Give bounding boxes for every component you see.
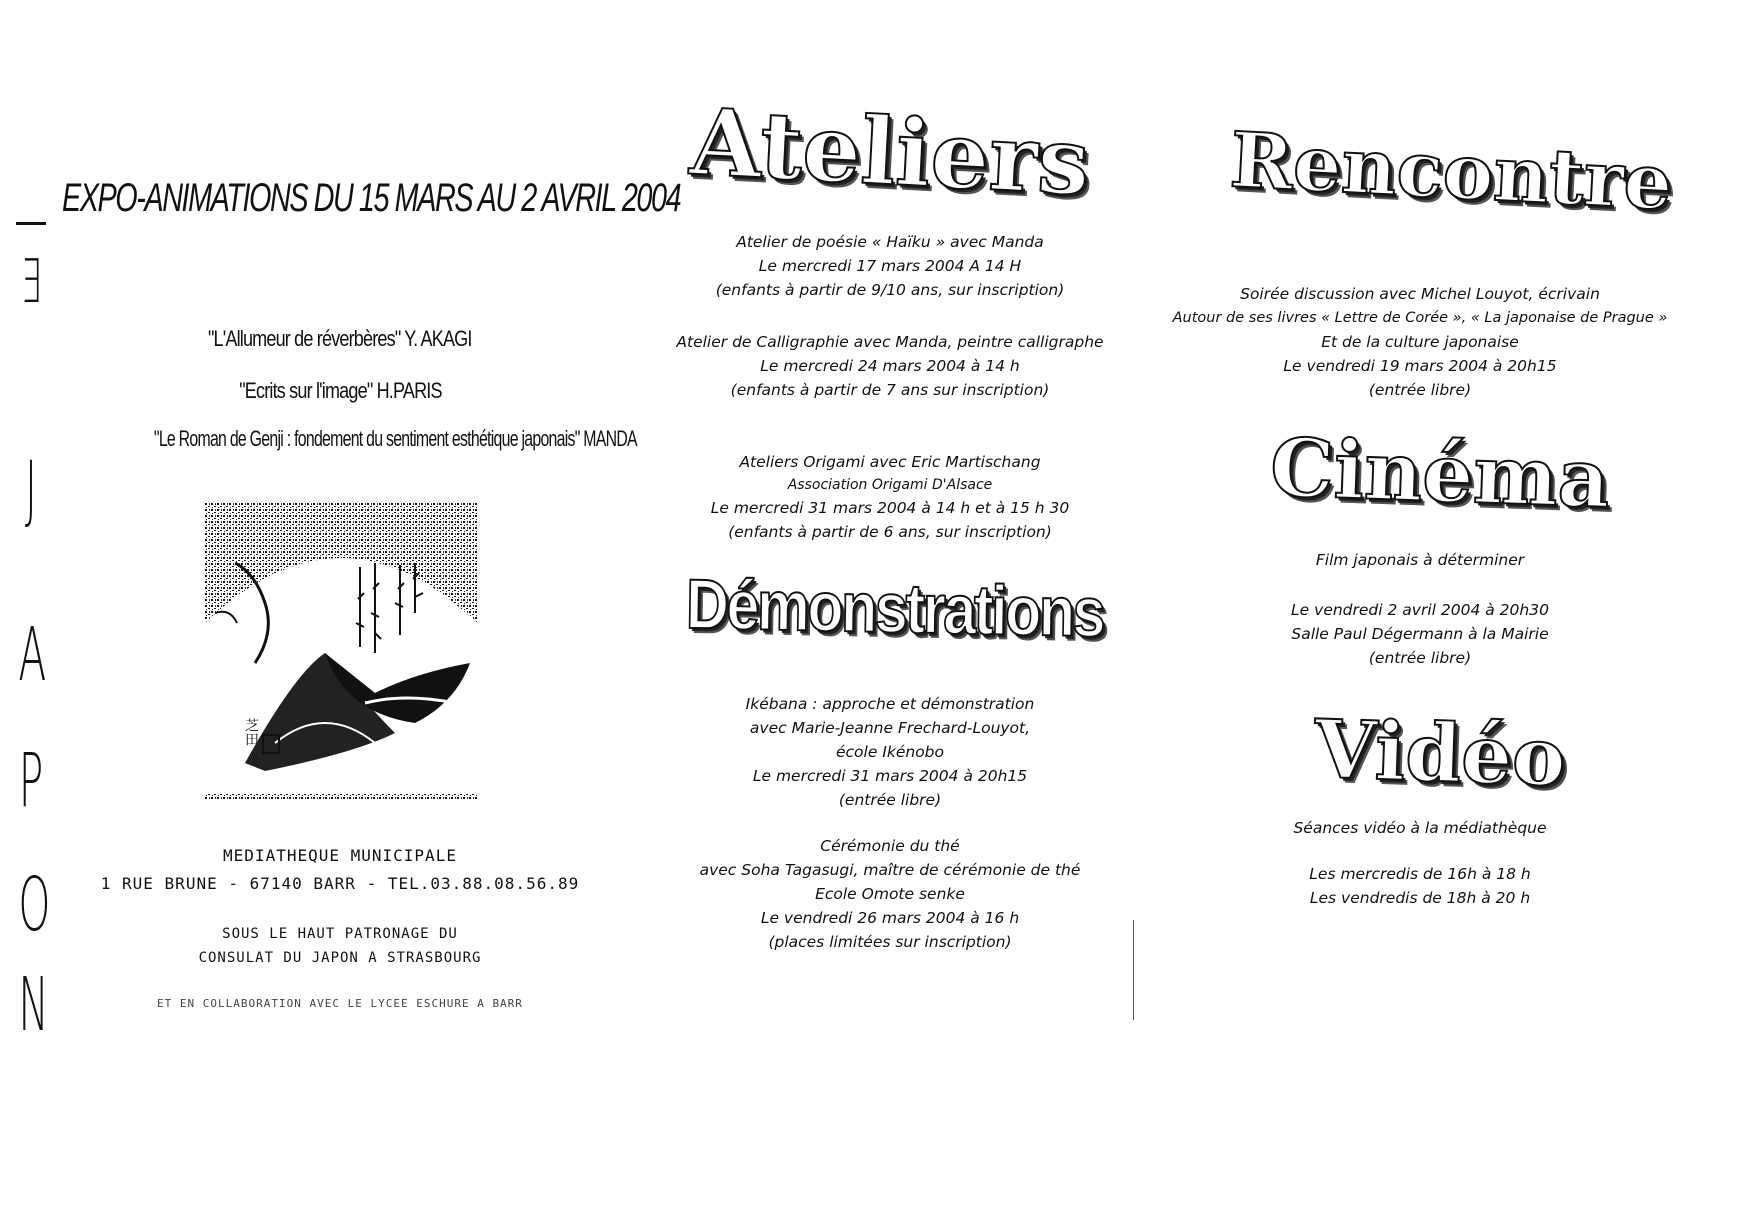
rencontre-details: Soirée discussion avec Michel Louyot, écrivain Autour de ses livres « Lettre de Corée », « La japonaise de Prague » Et de la culture japonaise Le vendredi 19 mars 2004 à 20h15 (entrée libre) <box>1172 285 1668 399</box>
exhibit-paris: "Ecrits sur l'image" H.PARIS <box>238 378 442 403</box>
cinema-details: Le vendredi 2 avril 2004 à 20h30 Salle Paul Dégermann à la Mairie (entrée libre) <box>1291 601 1549 667</box>
cinema-heading: Cinéma <box>1268 420 1612 526</box>
japon-dash-top <box>16 222 46 225</box>
video-heading: Vidéo <box>1312 701 1568 805</box>
rencontre-heading: Rencontre <box>1227 115 1675 228</box>
patronage-line-1: SOUS LE HAUT PATRONAGE DU <box>222 926 458 942</box>
exhibit-manda: "Le Roman de Genji : fondement du sentiment esthétique japonais" MANDA <box>153 426 637 451</box>
atelier-haiku: Atelier de poésie « Haïku » avec Manda Le mercredi 17 mars 2004 A 14 H (enfants à partir de 9/10 ans, sur inscription) <box>715 233 1065 299</box>
collaboration-line: ET EN COLLABORATION AVEC LE LYCEE ESCHURE A BARR <box>157 997 523 1010</box>
japon-letter-j: J <box>24 446 37 532</box>
woodcut-illustration <box>205 503 477 799</box>
demonstrations-heading: Démonstrations <box>685 564 1104 652</box>
video-times: Les mercredis de 16h à 18 h Les vendredis de 18h à 20 h <box>1309 865 1531 907</box>
japon-letter-p: P <box>18 738 44 824</box>
atelier-calligraphie: Atelier de Calligraphie avec Manda, peintre calligraphe Le mercredi 24 mars 2004 à 14 h (enfants à partir de 7 ans sur inscription) <box>676 333 1104 399</box>
demo-ikebana: Ikébana : approche et démonstration avec Marie-Jeanne Frechard-Louyot, école Ikénobo Le mercredi 31 mars 2004 à 20h15 (entrée libre) <box>745 695 1035 809</box>
cinema-film: Film japonais à déterminer <box>1315 551 1525 569</box>
woodcut-signature: 芝田 <box>243 718 259 746</box>
demo-ceremonie-the: Cérémonie du thé avec Soha Tagasugi, maître de cérémonie de thé Ecole Omote senke Le vendredi 26 mars 2004 à 16 h (places limitées sur inscription) <box>699 837 1081 951</box>
japon-letter-e: ∃ <box>20 247 42 317</box>
ateliers-heading: Ateliers <box>687 87 1093 217</box>
expo-title: EXPO-ANIMATIONS DU 15 MARS AU 2 AVRIL 2004 <box>62 176 681 220</box>
column-divider <box>1133 920 1134 1020</box>
japon-letter-n: N <box>18 962 49 1048</box>
japon-letter-a: A <box>18 612 47 698</box>
japon-letter-o: O <box>18 862 51 948</box>
venue-name: MEDIATHEQUE MUNICIPALE <box>223 846 457 865</box>
venue-address: 1 RUE BRUNE - 67140 BARR - TEL.03.88.08.56.89 <box>100 874 580 893</box>
exhibit-akagi: "L'Allumeur de réverbères" Y. AKAGI <box>208 326 472 351</box>
atelier-origami: Ateliers Origami avec Eric Martischang Association Origami D'Alsace Le mercredi 31 mars 2004 à 14 h et à 15 h 30 (enfants à partir de 6 ans, sur inscription) <box>710 453 1070 541</box>
patronage-line-2: CONSULAT DU JAPON A STRASBOURG <box>198 950 482 966</box>
video-desc: Séances vidéo à la médiathèque <box>1293 819 1547 837</box>
